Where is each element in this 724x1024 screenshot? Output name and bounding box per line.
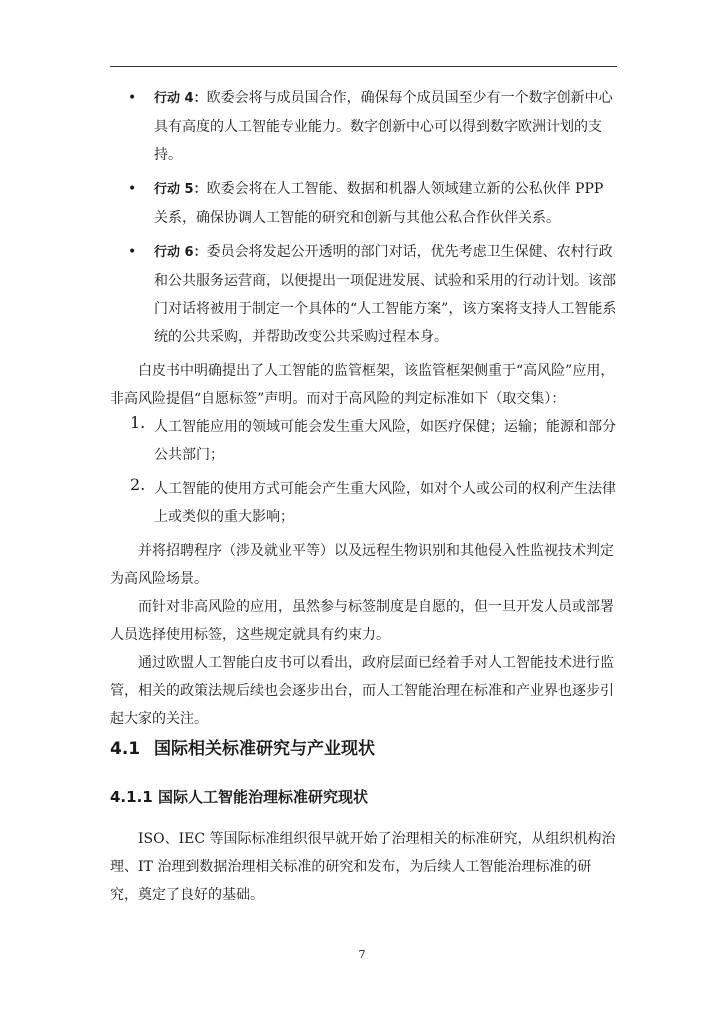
action-title: 行动 4：	[154, 91, 207, 106]
item-text: 人工智能的使用方式可能会产生重大风险，如对个人或公司的权利产生法律上或类似的重大影响；	[154, 481, 616, 525]
subsection-number: 4.1.1	[110, 788, 153, 806]
page-number: 7	[358, 948, 366, 961]
list-item	[110, 175, 617, 232]
subsection-heading	[110, 783, 617, 811]
bullet-icon: •	[128, 90, 137, 106]
action-title: 行动 6：	[154, 245, 207, 260]
bullet-icon: •	[128, 244, 137, 260]
paragraph: 并将招聘程序（涉及就业平等）以及远程生物识别和其他侵入性监视技术判定为高风险场景。	[110, 543, 614, 587]
numbered-item	[110, 475, 617, 531]
list-item	[110, 238, 617, 351]
action-text: 欧委会将与成员国合作，确保每个成员国至少有一个数字创新中心具有高度的人工智能专业能力。数字创新中心可以得到数字欧洲计划的支持。	[154, 90, 613, 163]
section-title: 国际相关标准研究与产业现状	[154, 739, 375, 759]
paragraph: 通过欧盟人工智能白皮书可以看出，政府层面已经着手对人工智能技术进行监管，相关的政策法规后续也会逐步出台，而人工智能治理在标准和产业界也逐步引起大家的关注。	[110, 655, 614, 727]
action-title: 行动 5：	[154, 182, 207, 197]
paragraph: ISO、IEC 等国际标准组织很早就开始了治理相关的标准研究，从组织机构治理、IT 治理到数据治理相关标准的研究和发布，为后续人工智能治理标准的研究，奠定了良好的基础。	[110, 831, 616, 903]
paragraph: 而针对非高风险的应用，虽然参与标签制度是自愿的，但一旦开发人员或部署人员选择使用标签，这些规定就具有约束力。	[110, 599, 614, 643]
header-rule	[110, 66, 617, 67]
item-number: 2.	[130, 475, 146, 494]
section-heading	[110, 735, 617, 763]
action-text: 委员会将发起公开透明的部门对话，优先考虑卫生保健、农村行政和公共服务运营商，以便提出一项促进发展、试验和采用的行动计划。该部门对话将被用于制定一个具体的“人工智能方案”，该方案将支持人工智能系统的公共采购，并帮助改变公共采购过程本身。	[154, 244, 617, 345]
item-number: 1.	[130, 413, 146, 432]
numbered-item	[110, 413, 617, 469]
list-item	[110, 84, 617, 169]
page-body	[110, 84, 617, 909]
action-text: 欧委会将在人工智能、数据和机器人领域建立新的公私伙伴 PPP 关系，确保协调人工智能的研究和创新与其他公私合作伙伴关系。	[154, 181, 604, 226]
section-number: 4.1	[110, 739, 141, 759]
item-text: 人工智能应用的领域可能会发生重大风险，如医疗保健；运输；能源和部分公共部门；	[154, 419, 616, 463]
bullet-icon: •	[128, 181, 137, 197]
paragraph: 白皮书中明确提出了人工智能的监管框架，该监管框架侧重于“高风险”应用，非高风险提倡“自愿标签”声明。而对于高风险的判定标准如下（取交集）：	[110, 363, 615, 407]
subsection-title: 国际人工智能治理标准研究现状	[158, 788, 369, 806]
